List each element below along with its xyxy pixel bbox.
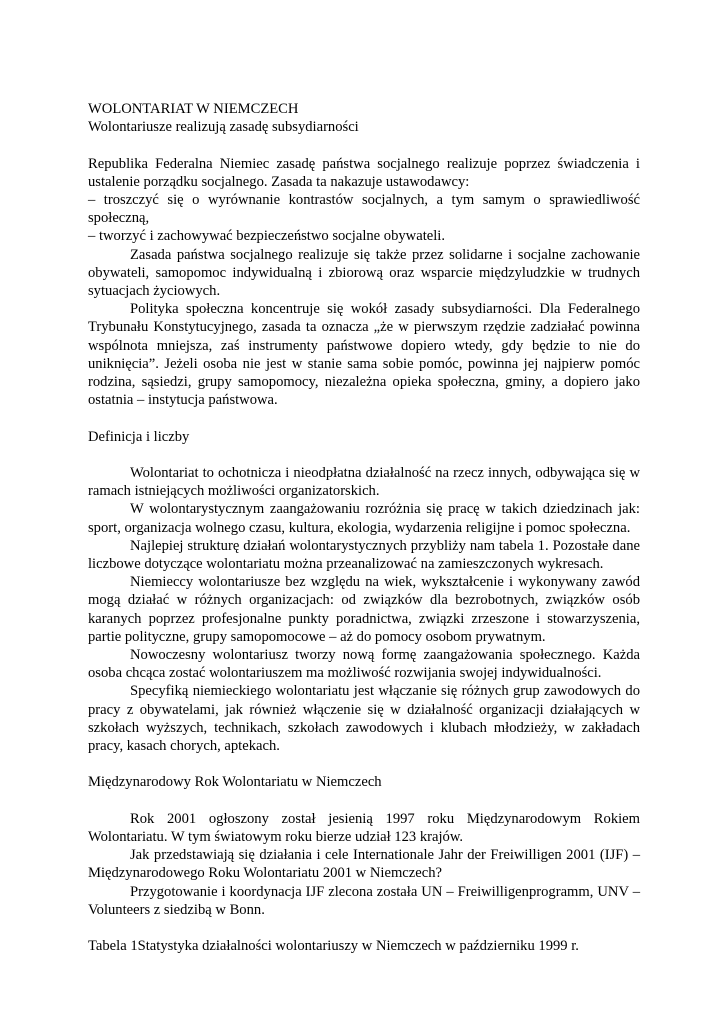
document-subtitle: Wolontariusze realizują zasadę subsydiarności bbox=[88, 119, 359, 136]
table-caption: Tabela 1Statystyka działalności wolontariuszy w Niemczech w październiku 1999 r. bbox=[88, 938, 579, 955]
international-year-paragraph-3: Przygotowanie i koordynacja IJF zlecona została UN – Freiwilligenprogramm, UNV – Volunteers z siedzibą w Bonn. bbox=[88, 883, 640, 918]
intro-paragraph-2: Zasada państwa socjalnego realizuje się także przez solidarne i socjalne zachowanie obywateli, samopomoc indywidualną i zbiorową oraz wsparcie międzyludzkie w trudnych sytuacjach życiowych. bbox=[88, 246, 640, 300]
spacer bbox=[88, 446, 640, 464]
section-heading-definitions: Definicja i liczby bbox=[88, 428, 190, 445]
intro-bullet-2: – tworzyć i zachowywać bezpieczeństwo socjalne obywateli. bbox=[88, 228, 445, 245]
intro-paragraph-3: Polityka społeczna koncentruje się wokół zasady subsydiarności. Dla Federalnego Trybunału Konstytucyjnego, zasada ta oznacza „że w pierwszym rzędzie zadziałać powinna wspólnota mniejsza, zaś instrumenty państwowe dopiero wtedy, gdy będzie to nie do uniknięcia”. Jeżeli osoba nie jest w stanie sama sobie pomóc, powinna jej najpierw pomóc rodzina, sąsiedzi, grupy samopomocy, niezależna opieka społeczna, gminy, a dopiero jako ostatnia – instytucja państwowa. bbox=[88, 301, 640, 409]
international-year-paragraph-2: Jak przedstawiają się działania i cele Internationale Jahr der Freiwilligen 2001 (IJF) – Międzynarodowego Roku Wolontariatu 2001 w Niemczech? bbox=[88, 847, 640, 882]
intro-paragraph-1: Republika Federalna Niemiec zasadę państwa socjalnego realizuje poprzez świadczenia i ustalenie porządku socjalnego. Zasada ta nakazuje ustawodawcy: bbox=[88, 155, 640, 190]
spacer bbox=[88, 136, 640, 154]
spacer bbox=[88, 919, 640, 937]
definitions-paragraph-3: Najlepiej strukturę działań wolontarystycznych przybliży nam tabela 1. Pozostałe dane liczbowe dotyczące wolontariatu można przeanalizować na zamieszczonych wykresach. bbox=[88, 537, 640, 573]
international-year-paragraph-1: Rok 2001 ogłoszony został jesienią 1997 roku Międzynarodowym Rokiem Wolontariatu. W tym światowym roku bierze udział 123 krajów. bbox=[88, 810, 640, 846]
definitions-paragraph-4: Niemieccy wolontariusze bez względu na wiek, wykształcenie i wykonywany zawód mogą działać w różnych organizacjach: od związków dla bezrobotnych, związków osób karanych poprzez profesjonalne punkty poradnictwa, związki zrzeszone i stowarzyszenia, partie polityczne, grupy samopomocowe – aż do pomocy osobom prywatnym. bbox=[88, 574, 640, 645]
definitions-paragraph-1: Wolontariat to ochotnicza i nieodpłatna działalność na rzecz innych, odbywająca się w ramach istniejących możliwości organizatorskich. bbox=[88, 465, 640, 500]
document-page bbox=[88, 100, 640, 955]
intro-bullet-1: – troszczyć się o wyrównanie kontrastów socjalnych, a tym samym o sprawiedliwość społeczną, bbox=[88, 192, 640, 227]
document-title: WOLONTARIAT W NIEMCZECH bbox=[88, 101, 299, 117]
section-heading-international-year: Międzynarodowy Rok Wolontariatu w Niemczech bbox=[88, 774, 382, 791]
spacer bbox=[88, 409, 640, 427]
spacer bbox=[88, 755, 640, 773]
definitions-paragraph-6: Specyfiką niemieckiego wolontariatu jest włączanie się różnych grup zawodowych do pracy z obywatelami, jak również włączenie się w działalność organizacji działających w szkołach wyższych, technikach, szkołach zawodowych i klubach młodzieży, w zakładach pracy, kasach chorych, aptekach. bbox=[88, 683, 640, 755]
definitions-paragraph-2: W wolontarystycznym zaangażowaniu rozróżnia się pracę w takich dziedzinach jak: sport, organizacja wolnego czasu, kultura, ekologia, wydarzenia religijne i pomoc społeczna. bbox=[88, 501, 640, 536]
definitions-paragraph-5: Nowoczesny wolontariusz tworzy nową formę zaangażowania społecznego. Każda osoba chcąca zostać wolontariuszem ma możliwość rozwijania swojej indywidualności. bbox=[88, 647, 640, 682]
spacer bbox=[88, 792, 640, 810]
